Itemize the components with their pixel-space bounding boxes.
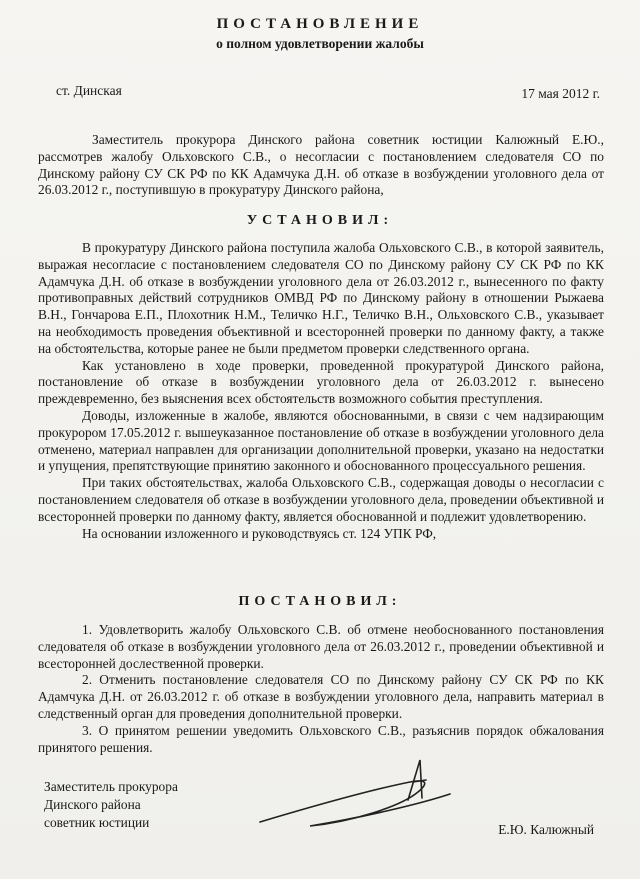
established-section xyxy=(38,240,604,542)
established-paragraph-3: Доводы, изложенные в жалобе, являются обоснованными, в связи с чем надзирающим прокурором 17.05.2012 г. вышеуказанное постановление об отказе в возбуждении уголовного дела отменено, материал направлен для организации дополнительной проверки, указано на недостатки и упущения, препятствующие принятию законного и обоснованного процессуального решения. xyxy=(38,407,604,474)
document-place: ст. Динская xyxy=(56,83,122,98)
document-subtitle: о полном удовлетворении жалобы xyxy=(216,36,424,51)
decided-section xyxy=(38,622,604,756)
established-paragraph-2: Как установлено в ходе проверки, проведенной прокуратурой Динского района, постановление об отказе в возбуждении уголовного дела от 26.03.2012 г. вынесено преждевременно, без выяснения всех обстоятельств возможного события преступления. xyxy=(38,357,604,407)
decided-heading: ПОСТАНОВИЛ: xyxy=(238,594,402,609)
signatory-name: Е.Ю. Калюжный xyxy=(498,822,594,837)
document-title: ПОСТАНОВЛЕНИЕ xyxy=(216,16,424,32)
handwritten-signature xyxy=(250,752,490,842)
established-heading: УСТАНОВИЛ: xyxy=(246,213,394,228)
decision-item-1: 1. Удовлетворить жалобу Ольховского С.В. об отмене необоснованного постановления следователя об отказе в возбуждении уголовного дела от 26.03.2012 г., проведении объективной и всесторонней дослественной проверки. xyxy=(38,622,604,671)
decision-item-3: 3. О принятом решении уведомить Ольховского С.В., разъяснив порядок обжалования принятого решения. xyxy=(38,722,604,755)
intro-section xyxy=(38,132,604,199)
decision-item-2: 2. Отменить постановление следователя СО по Динскому району СУ СК РФ по КК Адамчука Д.Н. от 26.03.2012 г. об отказе в возбуждении уголовного дела, направить материал в следственный орган для проведения дополнительной проверки. xyxy=(38,672,604,721)
established-paragraph-5: На основании изложенного и руководствуясь ст. 124 УПК РФ, xyxy=(82,525,437,541)
signatory-line-3: советник юстиции xyxy=(44,815,150,830)
established-paragraph-4: При таких обстоятельствах, жалоба Ольховского С.В., содержащая доводы о несогласии с постановлением следователя об отказе в возбуждении уголовного дела, проведении объективной и всесторонней проверки по данному факту, является обоснованной и подлежит удовлетворению. xyxy=(38,475,604,524)
established-paragraph-1: В прокуратуру Динского района поступила жалоба Ольховского С.В., в которой заявитель, выражая несогласие с постановлением следователя СО по Динскому району СУ СК РФ по КК Адамчука Д.Н. об отказе в возбуждении уголовного дела от 26.03.2012 г., вынесенного по факту противоправных действий сотрудников ОМВД РФ по Динскому району в отношении Рыжаева В.Н., Гончарова Е.П., Плохотник Н.М., Теличко Н.Г., Теличко В.Н., Ольховского С.В., указывает на необходимость проведения объективной и всесторонней проверки по данному факту, а также на обстоятельства, которые ранее не были предметом проверки следственного органа. xyxy=(38,240,604,356)
document-date: 17 мая 2012 г. xyxy=(521,86,600,101)
intro-paragraph: Заместитель прокурора Динского района советник юстиции Калюжный Е.Ю., рассмотрев жалобу Ольховского С.В., о несогласии с постановлением следователя СО по Динскому району СУ СК РФ по КК Адамчука Д.Н. об отказе в возбуждении уголовного дела от 26.03.2012 г., поступившую в прокуратуру Динского района, xyxy=(38,132,604,198)
signatory-title xyxy=(44,778,178,832)
signatory-line-1: Заместитель прокурора xyxy=(44,779,178,794)
signatory-line-2: Динского района xyxy=(44,797,141,812)
